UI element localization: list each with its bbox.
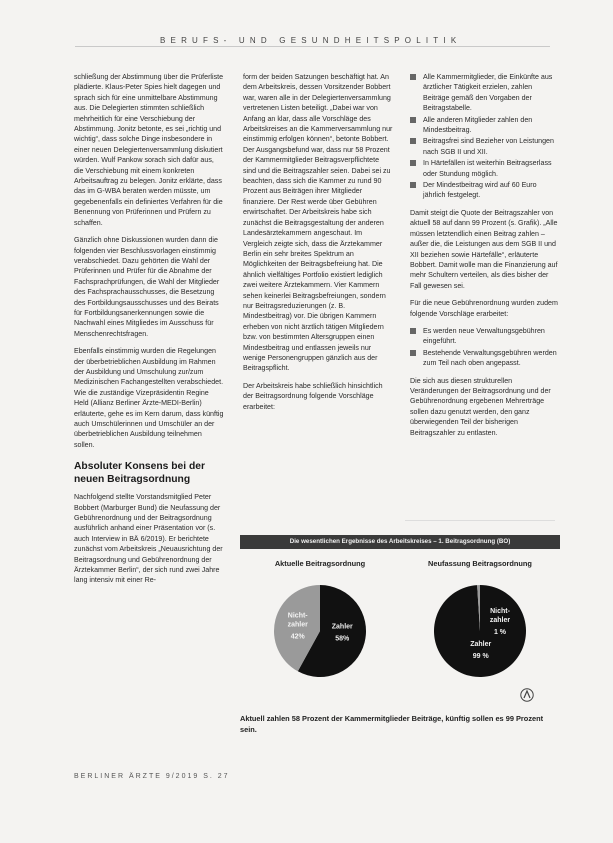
body-paragraph: Der Arbeitskreis habe schließlich hinsichtlich der Beitragsordnung folgende Vorschläge erarbeitet: bbox=[243, 381, 383, 411]
column-3 bbox=[410, 72, 560, 445]
proposal-list-fees bbox=[410, 326, 560, 369]
body-paragraph: Damit steigt die Quote der Beitragszahler von aktuell 58 auf dann 99 Prozent (s. Grafik). „Alle müssen letztendlich einen Beitrag zahlen – außer die, die Leistungen aus dem SGB II und XII beziehen sowie Härtefälle“, erläuterte Bobbert. Damit wolle man die Finanzierung auf mehr Schultern verteilen, als dies bisher der Fall gewesen sei. bbox=[410, 208, 558, 290]
body-paragraph: schließung der Abstimmung über die Prüferliste plädierte. Klaus-Peter Spies hielt dagegen und sprach sich für eine unmittelbare Abstimmung aus. Die Delegierten stimmten schließlich mehrheitlich für eine Verschiebung der Abstimmung. Jonitz betonte, es sei „richtig und wichtig“, dass solche Dinge insbesondere in einer neuen Delegiertenversammlung diskutiert würden. Wulf Pankow sorach sich dafür aus, die Verschiebung mit einem konkreten Arbeitsauftrag zu belegen. Jonitz erklärte, dass das im G-WBA beraten werden müsste, um gegebenenfalls ein definiertes Verfahren für die Benennung von Prüferinnen und Prüfern zu schaffen. bbox=[74, 73, 224, 227]
subheading: Absoluter Konsens bei der neuen Beitragsordnung bbox=[74, 461, 206, 486]
section-header: BERUFS- UND GESUNDHEITSPOLITIK bbox=[160, 36, 462, 45]
body-paragraph: Für die neue Gebührenordnung wurden zudem folgende Vorschläge erarbeitet: bbox=[410, 299, 558, 318]
proposal-list-contributions bbox=[410, 72, 560, 201]
body-paragraph: Gänzlich ohne Diskussionen wurden dann die folgenden vier Beschlussvorlagen einstimmig verabschiedet. Dazu gehörten die Wahl der Prüferinnen und Prüfer für die Abnahme der Fachsprachprüfungen, die Wahl der Mitglieder des Fachsprachausschusses, die Besetzung des Fortbildungsausschusses und des Beirats für Fortbildungsanerkennungen sowie die Nachwahl eines Mitgliedes im Ausschuss für Menschenrechtsfragen. bbox=[74, 236, 220, 338]
slice-value-label: 58% bbox=[335, 635, 350, 643]
slice-label: Zahler bbox=[470, 640, 492, 648]
slice-value-label: 1 % bbox=[493, 629, 507, 636]
logo-icon bbox=[520, 688, 534, 702]
column-1 bbox=[74, 72, 224, 593]
list-item: Beitragsfrei sind Bezieher von Leistungen nach SGB II und XII. bbox=[410, 136, 560, 157]
chart-subtitle-new: Neufassung Beitragsordnung bbox=[428, 559, 532, 568]
chart-subtitle-current: Aktuelle Beitragsordnung bbox=[274, 559, 366, 568]
list-item: Bestehende Verwaltungsgebühren werden zum Teil nach oben angepasst. bbox=[410, 348, 560, 369]
body-paragraph: Nachfolgend stellte Vorstandsmitglied Peter Bobbert (Marburger Bund) die Neufassung der Gebührenordnung und der Beitragsordnung ausführlich anhand einer Präsentation vor (s. auch Interview in BÄ 6/2019). Er berichtete zunächst vom Arbeitskreis „Neuausrichtung der Beitragsordnung und Gebührenordnung der Ärztekammer Berlin“, der sich rund zwei Jahre lang intensiv mit einer Re- bbox=[74, 493, 223, 585]
list-item: Der Mindestbeitrag wird auf 60 Euro jährlich festgelegt. bbox=[410, 180, 560, 201]
slice-label: Nicht- bbox=[490, 608, 510, 615]
slice-value-label: 42% bbox=[290, 633, 305, 641]
body-paragraph: Ebenfalls einstimmig wurden die Regelungen der überbetrieblichen Ausbildung im Rahmen der Ausbildung und Umschulung zur/zum Medizinischen Fachangestellten verabschiedet. Wie die zuständige Vizepräsidentin Regine Held (Allianz Berliner Ärzte-MEDI-Berlin) erläuterte, gehe es im Kern darum, dass künftig auch Umschülerinnen und Umschüler an der überbetrieblichen Ausbildung teilnehmen sollen. bbox=[74, 347, 224, 449]
pie-charts-svg bbox=[240, 571, 560, 701]
list-item: In Härtefällen ist weiterhin Beitragserlass oder Stundung möglich. bbox=[410, 158, 560, 179]
list-item: Es werden neue Verwaltungsgebühren eingeführt. bbox=[410, 326, 560, 347]
header-rule bbox=[75, 46, 550, 47]
slice-label: Nicht- bbox=[287, 612, 308, 620]
divider bbox=[405, 520, 555, 521]
slice-label: zahler bbox=[287, 621, 308, 629]
list-item: Alle anderen Mitglieder zahlen den Mindestbeitrag. bbox=[410, 115, 560, 136]
body-paragraph: form der beiden Satzungen beschäftigt hat. An dem Arbeitskreis, dessen Vorsitzender Bobbert war, waren alle in der Delegiertenversammlung vertretenen Listen beteiligt. „Dabei war von Anfang an klar, dass alle Vorschläge des Arbeitskreises an die Kammerversammlung nur einstimmig erfolgen können“, betonte Bobbert. Der Ausgangsbefund war, dass nur 58 Prozent der Kammermitglieder Beitragsverpflichtete sind und die Beitragszahler seien. Dabei sei zu beachten, dass sich die Kammer zu rund 90 Prozent aus Beiträgen ihrer Mitglieder finanziere. Der Rest werde über Gebühren erwirtschaftet. Der Arbeitskreis habe sich zunächst die Beitragsgestaltung der anderen Landesärztekammern angeschaut. Im Vergleich zeigte sich, dass die Ärztekammer Berlin ein sehr breites Spektrum an Möglichkeiten der Beitragsbefreiung hat. Die ähnlich vielfältiges Portfolio existiert lediglich zwei weitere Ärztekammern. Vier Kammern sehen keinerlei Beitragsbefreiungen, sondern nur Beitragsreduzierungen (z. B. Mindestbeitrag) vor. Die übrigen Kammern erheben von nicht ärztlich tätigen Mitgliedern bzw. von bestimmten Altersgruppen einen Mindestbeitrag und entlassen jeweils nur wenige Personengruppen gänzlich aus der Beitragspflicht. bbox=[243, 73, 393, 373]
column-2 bbox=[243, 72, 393, 419]
slice-label: Zahler bbox=[331, 623, 353, 631]
slice-label: zahler bbox=[489, 617, 511, 624]
chart-title: Die wesentlichen Ergebnisse des Arbeitskreises – 1. Beitragsordnung (BO) bbox=[240, 535, 560, 549]
list-item: Alle Kammermitglieder, die Einkünfte aus ärztlicher Tätigkeit erzielen, zahlen Beiträge gemäß den Vorgaben der Beitragstabelle. bbox=[410, 72, 560, 114]
body-paragraph: Die sich aus diesen strukturellen Veränderungen der Beitragsordnung und der Gebührenordnung ergebenen Mehrerträge sollen dazu genutzt werden, den ganz überwiegenden Teil der bisherigen Beitragszahler zu entlasten. bbox=[410, 376, 551, 437]
pie-chart-figure bbox=[240, 535, 560, 705]
page-footer: BERLINER ÄRZTE 9/2019 S. 27 bbox=[74, 773, 230, 780]
figure-caption: Aktuell zahlen 58 Prozent der Kammermitglieder Beiträge, künftig sollen es 99 Prozent sein. bbox=[240, 714, 544, 734]
slice-value-label: 99 % bbox=[472, 652, 489, 660]
